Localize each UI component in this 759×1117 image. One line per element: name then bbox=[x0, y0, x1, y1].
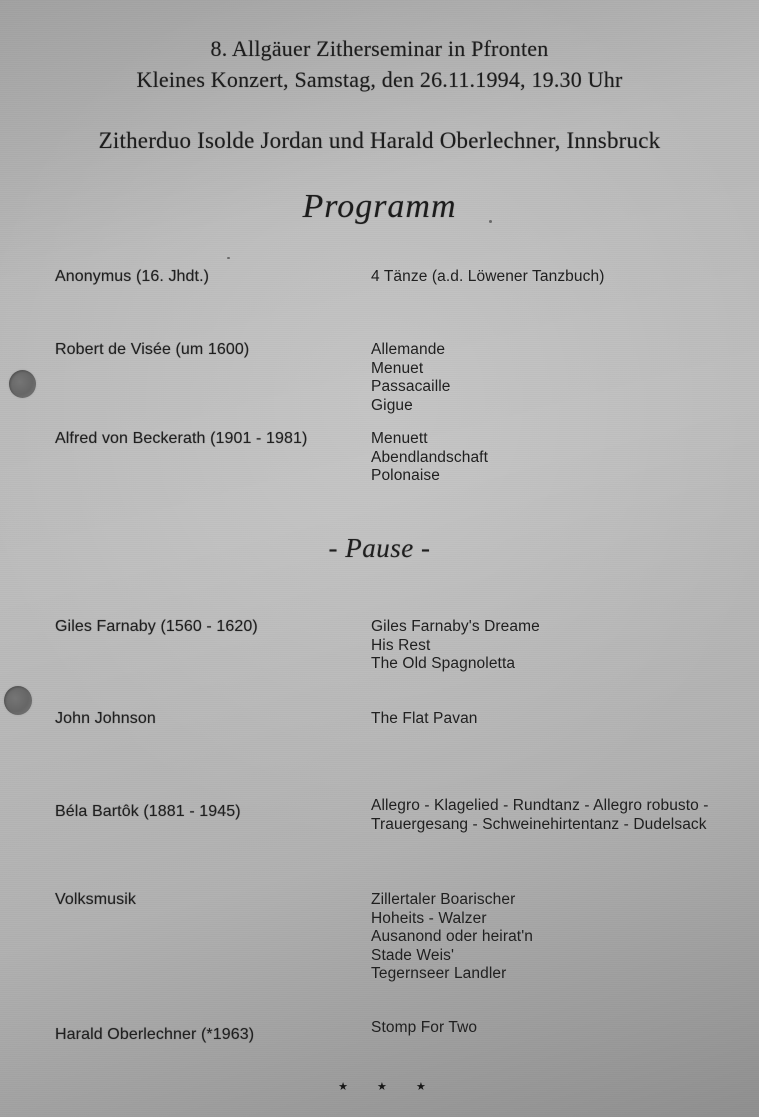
work-title: Menuett bbox=[371, 430, 428, 447]
work-title: Polonaise bbox=[371, 467, 440, 485]
work-title: Stomp For Two bbox=[371, 1019, 478, 1036]
work-title: The Flat Pavan bbox=[371, 710, 478, 727]
work-list bbox=[371, 710, 731, 729]
work-title: Tegernseer Landler bbox=[371, 965, 507, 983]
work-title: Gigue bbox=[371, 396, 413, 414]
composer-name: Alfred von Beckerath (1901 - 1981) bbox=[55, 430, 308, 447]
composer-name: Robert de Visée (um 1600) bbox=[55, 341, 250, 358]
work-title: Hoheits - Walzer bbox=[371, 909, 487, 927]
work-title: Zillertaler Boarischer bbox=[371, 891, 516, 908]
composer-name: Anonymus (16. Jhdt.) bbox=[55, 268, 210, 285]
performers-line: Zitherduo Isolde Jordan und Harald Oberlechner, Innsbruck bbox=[98, 128, 661, 153]
composer-name: Harald Oberlechner (*1963) bbox=[55, 1026, 255, 1043]
work-title: Allemande bbox=[371, 341, 446, 358]
hole-punch-bottom bbox=[4, 686, 32, 715]
work-title: Giles Farnaby's Dreame bbox=[371, 618, 540, 635]
work-title: Menuet bbox=[371, 359, 424, 377]
composer-name: Volksmusik bbox=[55, 891, 137, 908]
work-title: The Old Spagnoletta bbox=[371, 655, 516, 673]
work-list bbox=[371, 797, 731, 834]
work-title: His Rest bbox=[371, 636, 431, 654]
work-title: Passacaille bbox=[371, 378, 451, 396]
work-title: Stade Weis' bbox=[371, 946, 455, 964]
composer-name: Béla Bartôk (1881 - 1945) bbox=[55, 803, 241, 820]
work-title: Trauergesang - Schweinehirtentanz - Dudelsack bbox=[371, 815, 707, 833]
closing-stars: ★ ★ ★ bbox=[338, 1081, 439, 1093]
work-list bbox=[371, 341, 731, 415]
seminar-title: 8. Allgäuer Zitherseminar in Pfronten bbox=[210, 36, 549, 61]
work-title: Ausanond oder heirat'n bbox=[371, 928, 533, 946]
work-list bbox=[371, 1019, 731, 1038]
work-list bbox=[371, 891, 731, 984]
work-list bbox=[371, 618, 731, 674]
pause-heading: - Pause - bbox=[328, 533, 431, 563]
work-list bbox=[371, 268, 731, 287]
work-title: Abendlandschaft bbox=[371, 448, 488, 466]
work-title: 4 Tänze (a.d. Löwener Tanzbuch) bbox=[371, 268, 605, 285]
composer-name: Giles Farnaby (1560 - 1620) bbox=[55, 618, 258, 635]
concert-subtitle: Kleines Konzert, Samstag, den 26.11.1994, 19.30 Uhr bbox=[136, 67, 623, 92]
work-title: Allegro - Klagelied - Rundtanz - Allegro robusto - bbox=[371, 797, 709, 814]
composer-name: John Johnson bbox=[55, 710, 156, 727]
paper-speck bbox=[227, 257, 230, 259]
work-list bbox=[371, 430, 731, 486]
program-heading: Programm bbox=[302, 188, 457, 225]
hole-punch-top bbox=[9, 370, 36, 398]
